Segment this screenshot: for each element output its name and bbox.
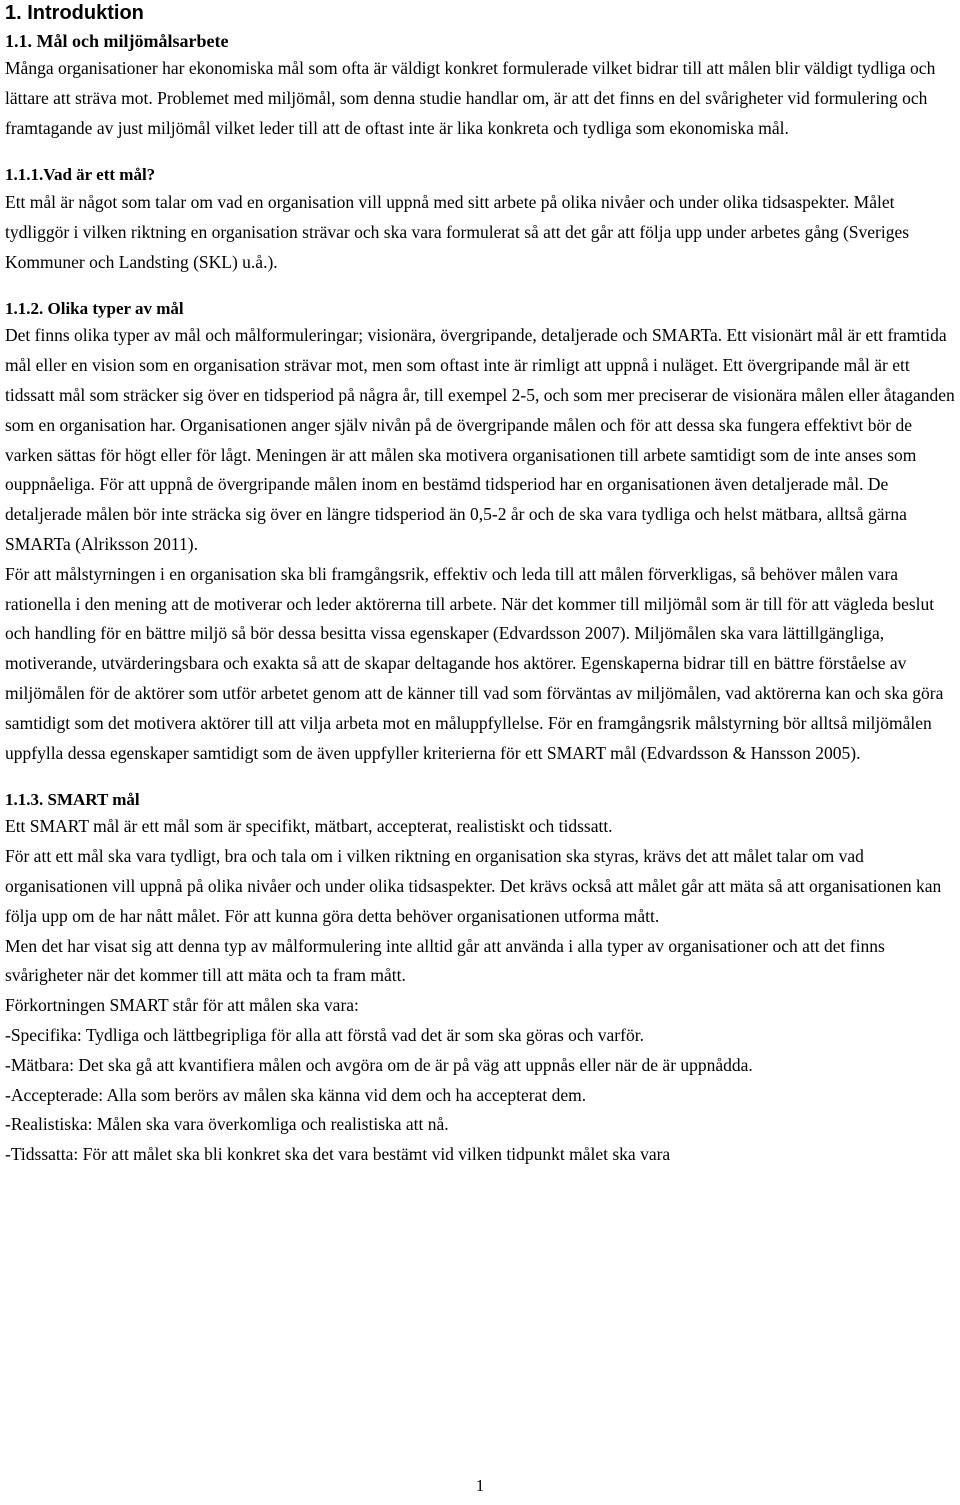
paragraph-olika-typer-1: Det finns olika typer av mål och målformuleringar; visionära, övergripande, detaljerade och SMARTa. Ett visionärt mål är ett framtida mål eller en vision som en organisation strävar mot, men som oftast inte är rimligt att uppnå i nuläget. Ett övergripande mål är ett tidssatt mål som sträcker sig över en tidsperiod på några år, till exempel 2-5, och som mer preciserar de visionära målen eller åtaganden som en organisation har. Organisationen anger själv nivån på de övergripande målen och för att dessa ska fungera effektivt bör de varken sättas för högt eller för lågt. Meningen är att målen ska motivera organisationen till arbete samtidigt som de inte anses som ouppnåeliga. För att uppnå de övergripande målen inom en bestämd tidsperiod har en organisationen även detaljerade mål. De detaljerade målen bör inte sträcka sig över en längre tidsperiod än 0,5-2 år och de ska vara tydliga och helst mätbara, alltså gärna SMARTa (Alriksson 2011). bbox=[5, 325, 955, 554]
paragraph-smart-svarigheter: Men det har visat sig att denna typ av målformulering inte alltid går att använda i alla typer av organisationer och att det finns svårigheter när det kommer till att mäta och ta fram mått. bbox=[5, 935, 885, 986]
paragraph-smart-tydligt: För att ett mål ska vara tydligt, bra och tala om i vilken riktning en organisation ska styras, krävs det att målet talar om vad organisationen vill uppnå på olika nivåer och under olika tidsaspekter. Det krävs också att målet går att mäta så att organisationen kan följa upp om de har nått målet. För att kunna göra detta behöver organisationen utforma mått. bbox=[5, 846, 942, 926]
paragraph-smart-definition: Ett SMART mål är ett mål som är specifikt, mätbart, accepterat, realistiskt och tidssatt. bbox=[5, 816, 613, 837]
heading-introduktion: 1. Introduktion bbox=[5, 2, 144, 24]
heading-mal-och-miljomalsarbete: 1.1. Mål och miljömålsarbete bbox=[5, 31, 229, 51]
paragraph-smart-forkortning: Förkortningen SMART står för att målen ska vara: bbox=[5, 995, 359, 1016]
heading-smart-mal: 1.1.3. SMART mål bbox=[5, 790, 140, 810]
page-number: 1 bbox=[475, 1476, 485, 1495]
paragraph-intro: Många organisationer har ekonomiska mål som ofta är väldigt konkret formulerade vilket bidrar till att målen blir väldigt tydliga och lättare att sträva mot. Problemet med miljömål, som denna studie handlar om, är att det finns en del svårigheter vid formulering och framtagande av just miljömål vilket leder till att de oftast inte är lika konkreta och tydliga som ekonomiska mål. bbox=[5, 58, 936, 138]
document-page bbox=[5, 0, 957, 1170]
list-item-realistiska: -Realistiska: Målen ska vara överkomliga och realistiska att nå. bbox=[5, 1114, 449, 1135]
paragraph-olika-typer-2: För att målstyrningen i en organisation ska bli framgångsrik, effektiv och leda till att målen förverkligas, så behöver målen vara rationella i den mening att de motiverar och leder aktörerna till arbete. När det kommer till miljömål som är till för att vägleda beslut och handling för en bättre miljö så bör dessa besitta vissa egenskaper (Edvardsson 2007). Miljömålen ska vara lättillgängliga, motiverande, utvärderingsbara och exakta så att de skapar deltagande hos aktörer. Egenskaperna bidrar till en bättre förståelse av miljömålen för de aktörer som utför arbetet genom att de känner till vad som förväntas av miljömålen, vad aktörerna kan och ska göra samtidigt som det motivera aktörer till att vilja arbeta mot en måluppfyllelse. För en framgångsrik målstyrning bör alltså miljömålen uppfylla dessa egenskaper samtidigt som de även uppfyller kriterierna för ett SMART mål (Edvardsson & Hansson 2005). bbox=[5, 563, 944, 763]
paragraph-vad-ar-ett-mal: Ett mål är något som talar om vad en organisation vill uppnå med sitt arbete på olika nivåer och under olika tidsaspekter. Målet tydliggör i vilken riktning en organisation strävar och ska vara formulerat så att det går att följa upp under arbetes gång (Sveriges Kommuner och Landsting (SKL) u.å.). bbox=[5, 192, 910, 273]
list-item-tidssatta: -Tidssatta: För att målet ska bli konkret ska det vara bestämt vid vilken tidpunkt målet ska vara bbox=[5, 1144, 671, 1165]
heading-olika-typer-av-mal: 1.1.2. Olika typer av mål bbox=[5, 299, 184, 319]
heading-vad-ar-ett-mal: 1.1.1.Vad är ett mål? bbox=[5, 165, 156, 185]
list-item-accepterade: -Accepterade: Alla som berörs av målen ska känna vid dem och ha accepterat dem. bbox=[5, 1084, 587, 1105]
list-item-matbara: -Mätbara: Det ska gå att kvantifiera målen och avgöra om de är på väg att uppnås eller när de är uppnådda. bbox=[5, 1054, 753, 1075]
list-item-specifika: -Specifika: Tydliga och lättbegripliga för alla att förstå vad det är som ska göras och varför. bbox=[5, 1024, 644, 1045]
